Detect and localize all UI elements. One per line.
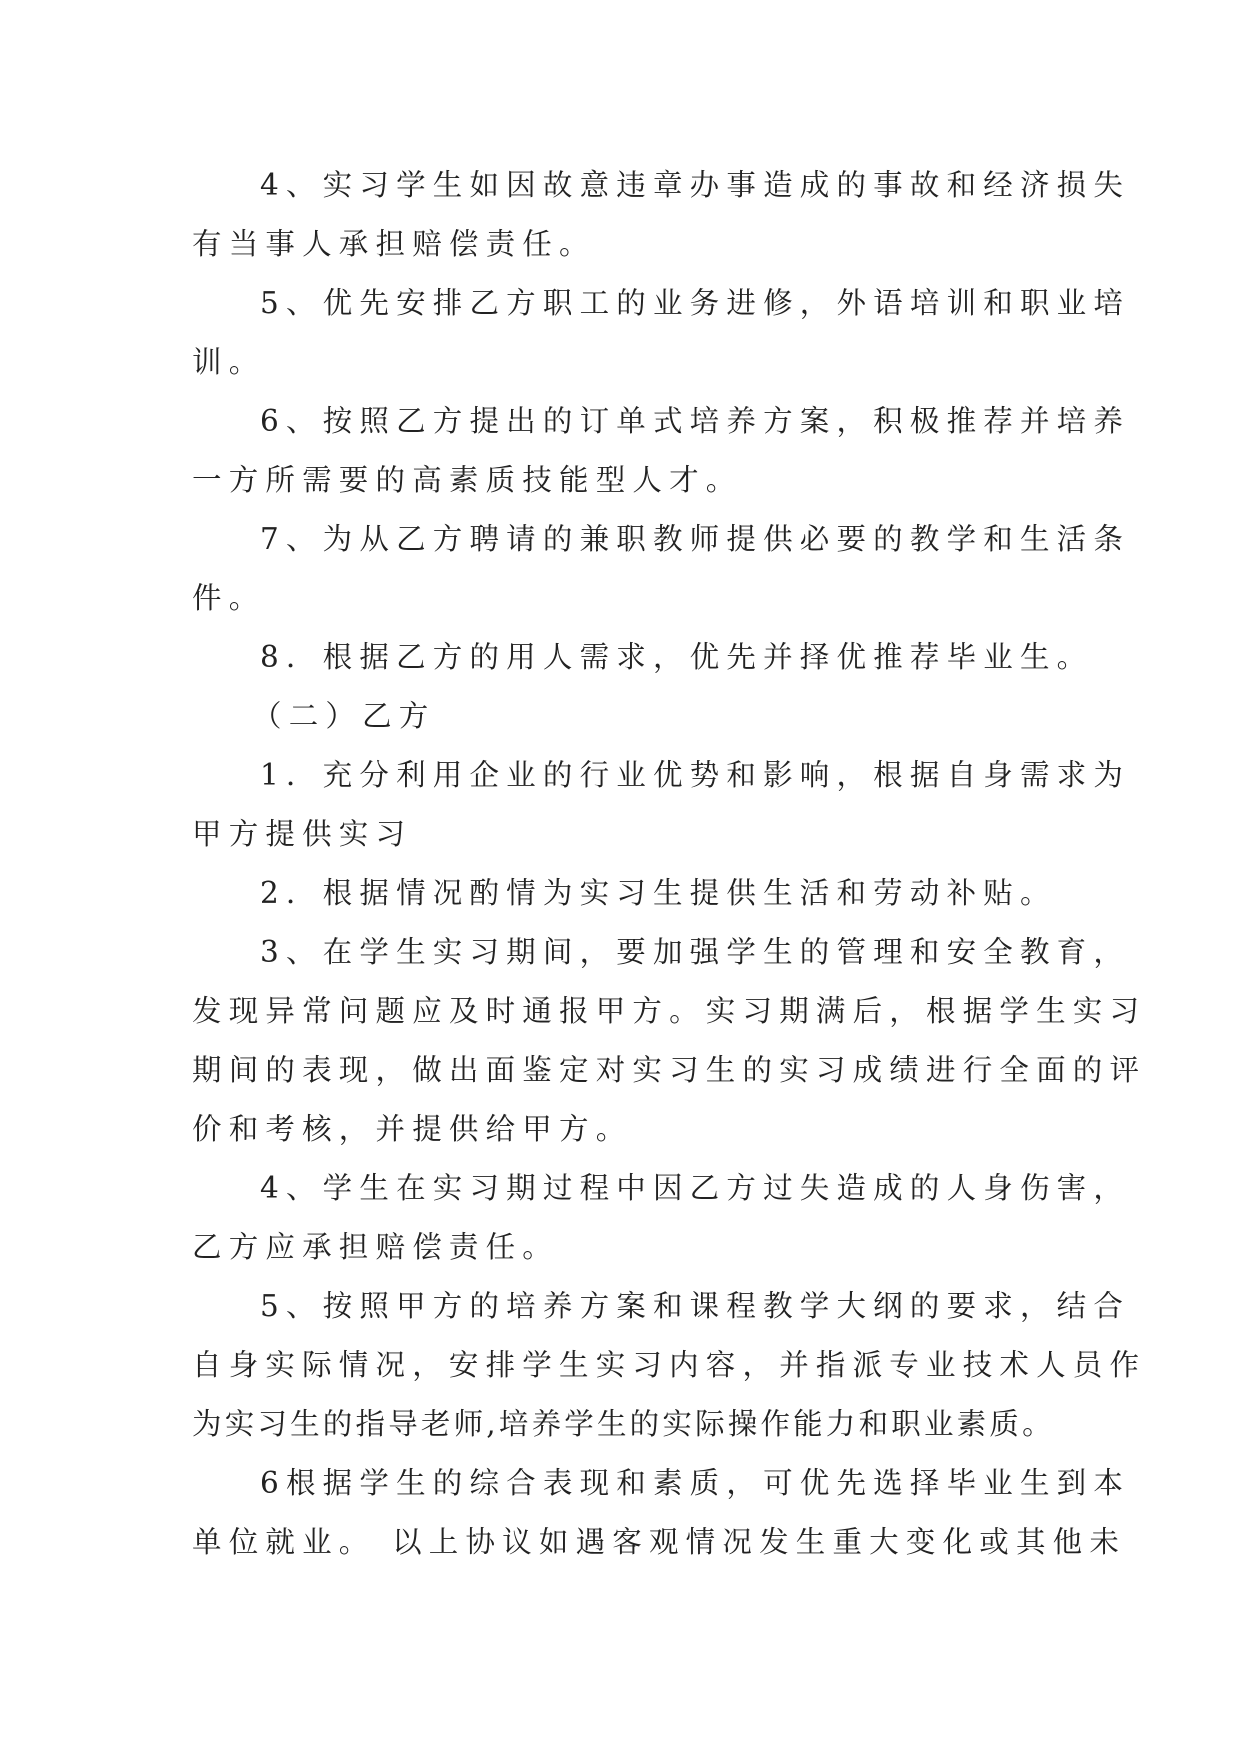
text-line: 一方所需要的高素质技能型人才。 [192,463,743,497]
text-line: 乙方应承担赔偿责任。 [192,1230,560,1264]
paragraph-b-item-2 [192,864,1057,923]
text-line: 价和考核，并提供给甲方。 [192,1112,633,1146]
paragraph-b-item-6 [192,1454,1131,1572]
document-body [192,156,1147,1572]
text-line: 甲方提供实习 [192,817,413,851]
text-line: 发现异常问题应及时通报甲方。实习期满后，根据学生实习 [192,994,1147,1028]
text-line: 6、按照乙方提出的订单式培养方案，积极推荐并培养 [260,404,1131,438]
text-line: 5、优先安排乙方职工的业务进修，外语培训和职业培 [260,286,1131,320]
paragraph-item-4 [192,156,1131,274]
text-line: 6根据学生的综合表现和素质，可优先选择毕业生到本 [260,1466,1131,1500]
paragraph-item-8 [192,628,1094,687]
paragraph-item-6 [192,392,1131,510]
paragraph-item-7 [192,510,1131,628]
paragraph-b-item-5 [192,1277,1147,1454]
text-line: 5、按照甲方的培养方案和课程教学大纲的要求，结合 [260,1289,1131,1323]
section-heading-party-b [192,687,1052,746]
text-line: 3、在学生实习期间，要加强学生的管理和安全教育， [260,935,1131,969]
text-line: 1．充分利用企业的行业优势和影响，根据自身需求为 [260,758,1131,792]
text-line: 7、为从乙方聘请的兼职教师提供必要的教学和生活条 [260,522,1131,556]
text-line: 4、学生在实习期过程中因乙方过失造成的人身伤害， [260,1171,1131,1205]
text-line: 单位就业。 以上协议如遇客观情况发生重大变化或其他未 [192,1525,1127,1559]
text-line: 自身实际情况，安排学生实习内容，并指派专业技术人员作 [192,1348,1147,1382]
paragraph-b-item-3 [192,923,1147,1159]
paragraph-b-item-4 [192,1159,1131,1277]
text-line: 训。 [192,345,266,379]
paragraph-b-item-1 [192,746,1131,864]
text-line: 为实习生的指导老师,培养学生的实际操作能力和职业素质。 [192,1407,1055,1441]
section-heading-text: （二）乙方 [252,699,436,733]
text-line: 有当事人承担赔偿责任。 [192,227,596,261]
paragraph-item-5 [192,274,1131,392]
text-line: 4、实习学生如因故意违章办事造成的事故和经济损失 [260,168,1131,202]
text-line: 8．根据乙方的用人需求，优先并择优推荐毕业生。 [260,640,1094,674]
text-line: 件。 [192,581,266,615]
text-line: 2．根据情况酌情为实习生提供生活和劳动补贴。 [260,876,1057,910]
text-line: 期间的表现，做出面鉴定对实习生的实习成绩进行全面的评 [192,1053,1147,1087]
